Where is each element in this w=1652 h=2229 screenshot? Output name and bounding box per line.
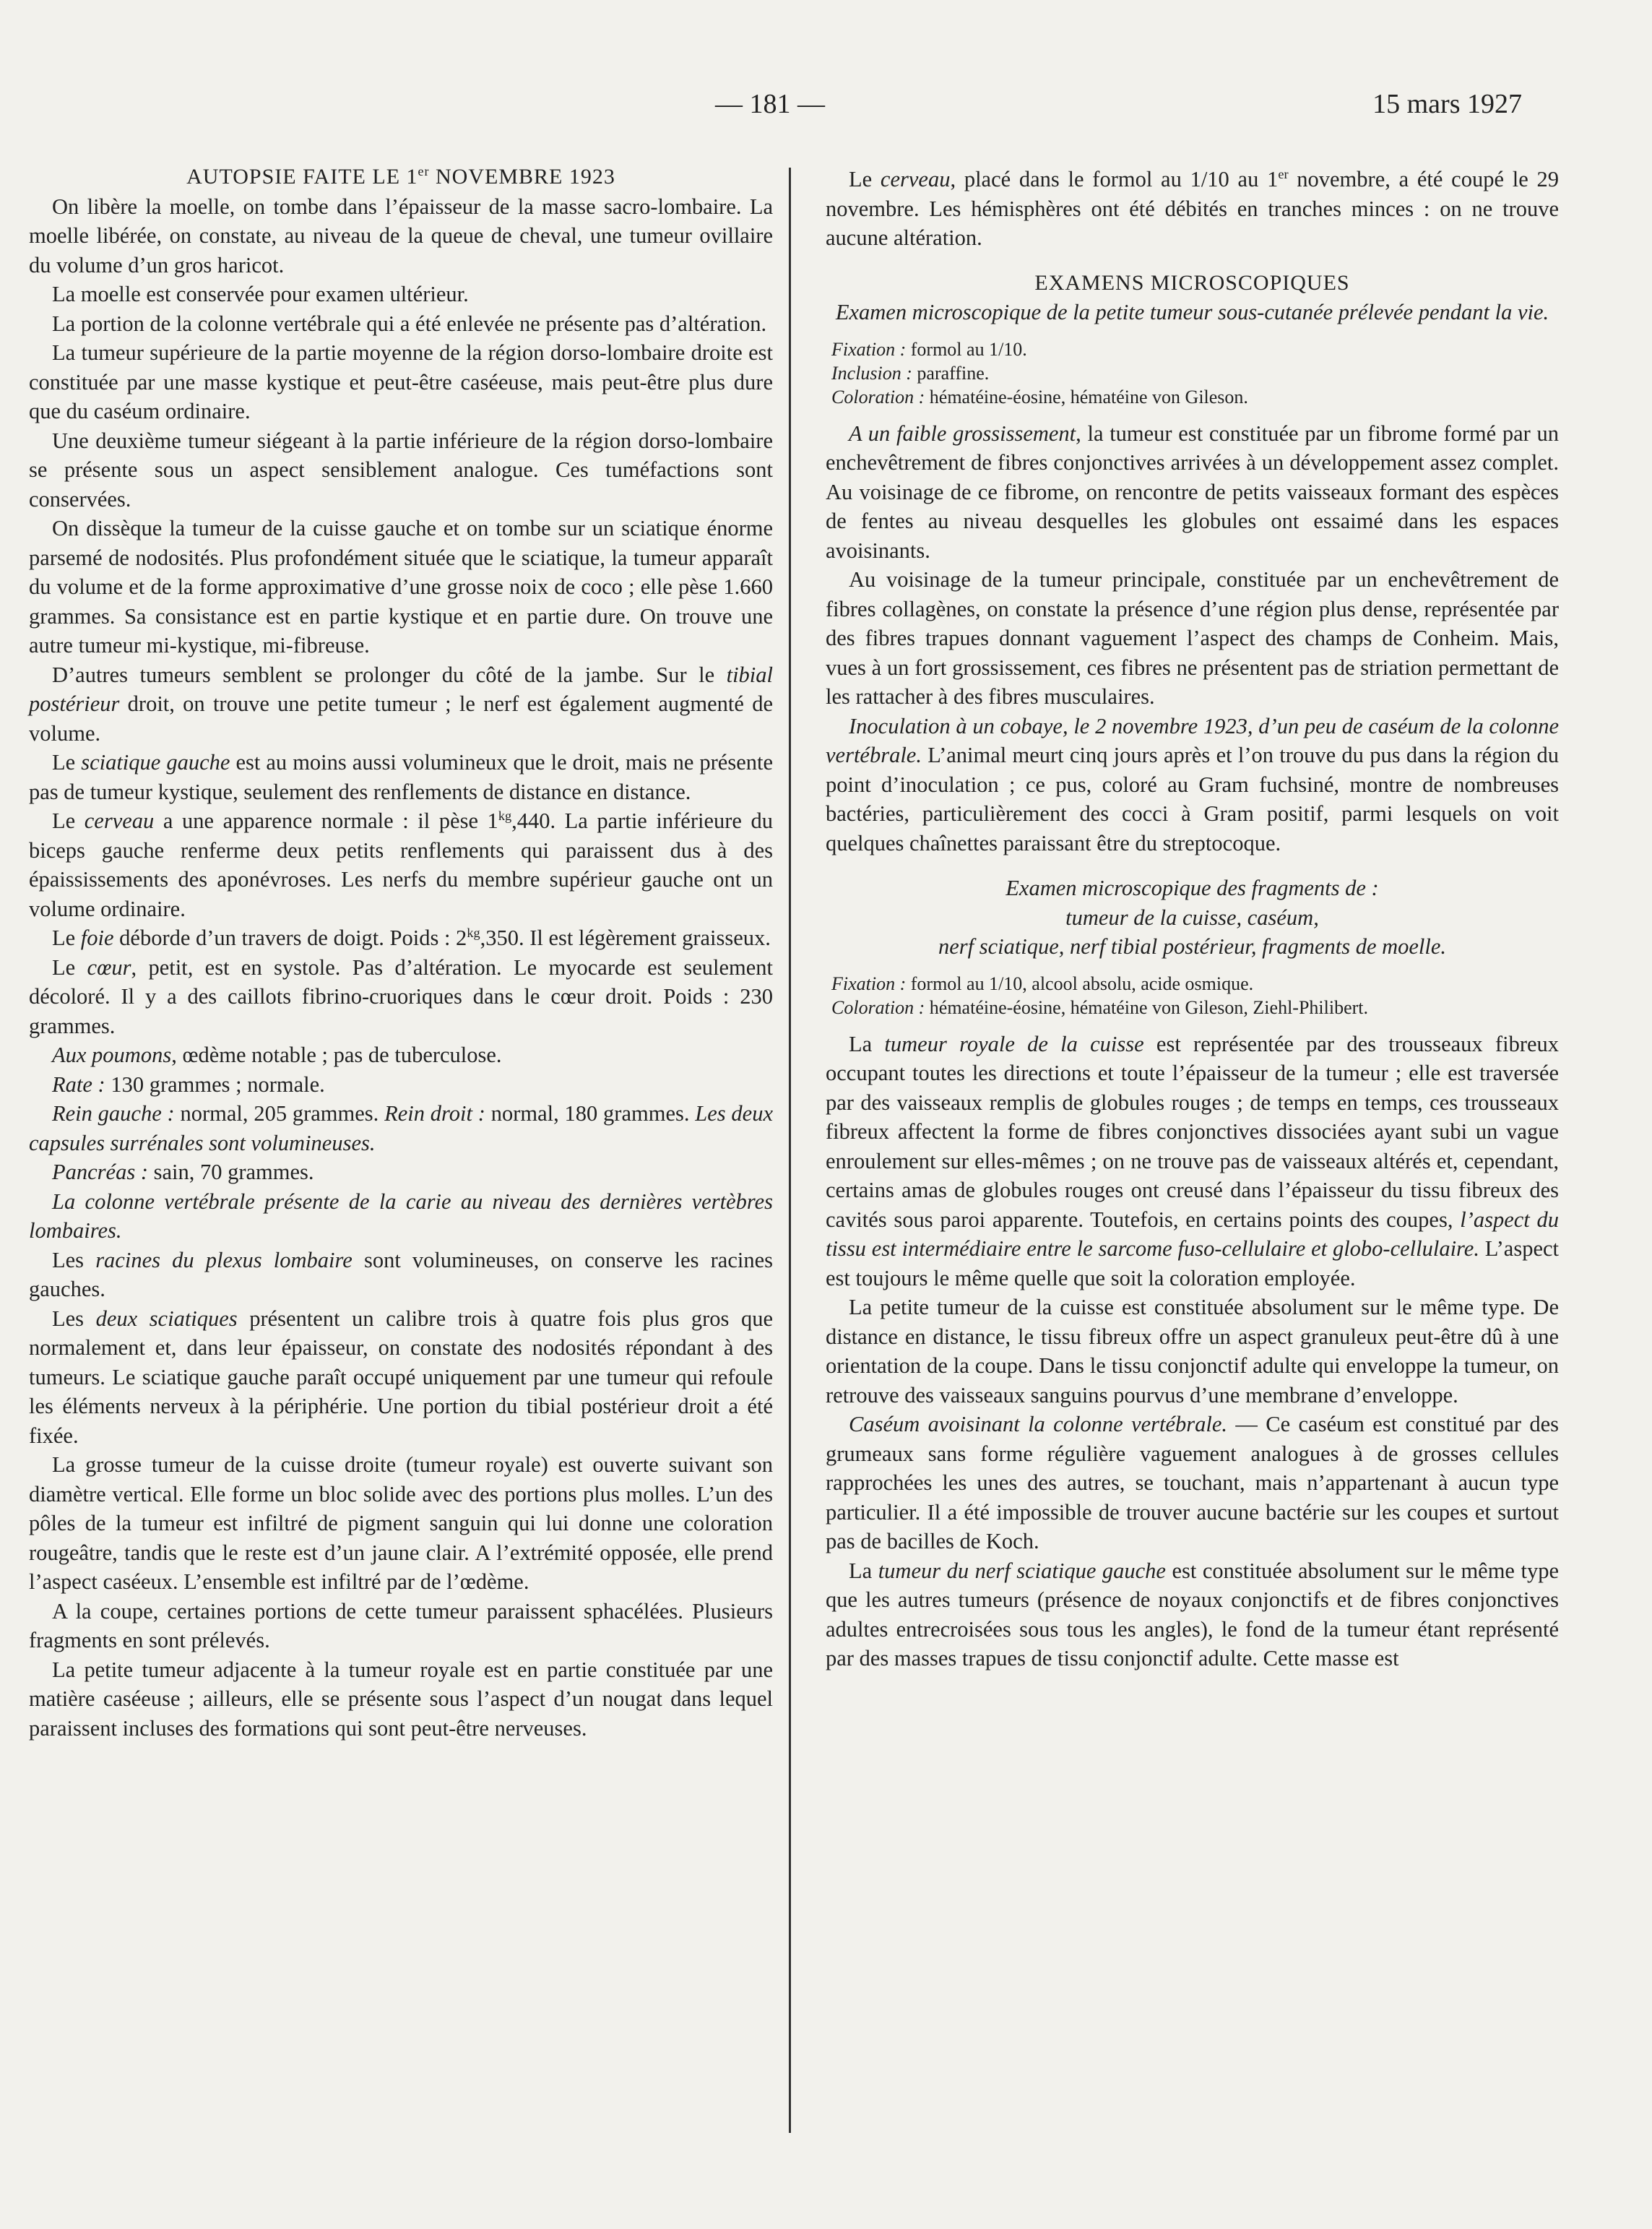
paragraph: La portion de la colonne vertébrale qui a été enlevée ne présente pas d’altération.	[52, 311, 767, 336]
paragraph: La grosse tumeur de la cuisse droite (tumeur royale) est ouverte suivant son diamètre vertical. Elle forme un bloc solide avec des portions plus molles. L’un des pôles de la tumeur est infiltré de pigment sanguin qui lui donne une coloration rougeâtre, tandis que le reste est d’un jaune clair. A l’extrémité opposée, elle prend l’aspect caséeux. L’ensemble est infiltré par de l’œdème.	[29, 1452, 773, 1594]
specimen-info: Fixation : formol au 1/10. Inclusion : paraffine. Coloration : hématéine-éosine, hématéine von Gileson.	[831, 338, 1248, 408]
paragraph: Le cerveau, placé dans le formol au 1/10 au 1er novembre, a été coupé le 29 novembre. Les hémisphères ont été débités en tranches minces : on ne trouve aucune altération.	[826, 166, 1559, 250]
paragraph: A un faible grossissement, la tumeur est constituée par un fibrome formé par un enchevêtrement de fibres conjonctives arrivées à un développement assez complet. Au voisinage de ce fibrome, on rencontre de petits vaisseaux formant des espèces de fentes au niveau desquelles les globules ont essaimé dans les espaces avoisinants.	[826, 421, 1559, 563]
paragraph: Rein gauche : normal, 205 grammes. Rein droit : normal, 180 grammes. Les deux capsules surrénales sont volumineuses.	[29, 1101, 774, 1155]
paragraph: La colonne vertébrale présente de la carie au niveau des dernières vertèbres lombaires.	[29, 1189, 773, 1243]
paragraph: Le cœur, petit, est en systole. Pas d’altération. Le myocarde est seulement décoloré. Il y a des caillots fibrino-cruoriques dans le cœur droit. Poids : 230 grammes.	[29, 954, 773, 1038]
paragraph: La moelle est conservée pour examen ultérieur.	[52, 282, 469, 306]
paragraph: Aux poumons, œdème notable ; pas de tuberculose.	[52, 1043, 502, 1067]
paragraph: Rate : 130 grammes ; normale.	[52, 1072, 325, 1097]
paragraph: La tumeur royale de la cuisse est représentée par des trousseaux fibreux occupant toutes les directions et toute l’épaisseur de la tumeur ; elle est traversée par des vaisseaux remplis de globules rouges ; de temps en temps, ces trousseaux fibreux affectent la forme de fibres conjonctives dissociées ayant subi un vague enroulement sur elles-mêmes ; on ne trouve pas de vaisseaux altérés et, cependant, certains amas de globules rouges ont creusé dans l’épaisseur du tissu fibreux des cavités sous paroi apparente. Toutefois, en certains points des coupes, l’aspect du tissu est intermédiaire entre le sarcome fuso-cellulaire et globo-cellulaire. L’aspect est toujours le même quelle que soit la coloration employée.	[826, 1031, 1560, 1290]
paragraph: La petite tumeur adjacente à la tumeur royale est en partie constituée par une matière caséeuse ; ailleurs, elle se présente sous l’aspect d’un nougat dans lequel paraissent incluses des formations qui sont peut-être nerveuses.	[29, 1657, 773, 1741]
paragraph: Pancréas : sain, 70 grammes.	[52, 1160, 314, 1184]
page-number: — 181 —	[715, 89, 825, 119]
paragraph: Le foie déborde d’un travers de doigt. Poids : $2^{kg},350$. Il est légèrement graisseux.	[52, 925, 771, 950]
right-column	[826, 165, 1559, 1673]
page-header	[0, 88, 1652, 132]
paragraph: Les deux sciatiques présentent un calibre trois à quatre fois plus gros que normalement et, dans leur épaisseur, on constate des nodosités répondant à des tumeurs. Le sciatique gauche paraît occupé uniquement par une tumeur qui refoule les éléments nerveux à la périphérie. Une portion du tibial postérieur droit a été fixée.	[29, 1306, 773, 1448]
paragraph: La tumeur du nerf sciatique gauche est constituée absolument sur le même type que les autres tumeurs (présence de noyaux conjonctifs et de fibres conjonctives adultes entrecroisées sous tous les angles), le fond de la tumeur étant représenté par des masses trapues de tissu conjonctif adulte. Cette masse est	[826, 1558, 1559, 1670]
paragraph: On libère la moelle, on tombe dans l’épaisseur de la masse sacro-lombaire. La moelle libérée, on constate, au niveau de la queue de cheval, une tumeur ovillaire du volume d’un gros haricot.	[29, 194, 773, 277]
paragraph: Au voisinage de la tumeur principale, constituée par un enchevêtrement de fibres collagènes, on constate la présence d’une région plus dense, représentée par des fibres trapues donnant vaguement l’aspect des champs de Conheim. Mais, vues à un fort grossissement, ces fibres ne présentent pas de striation permettant de les rattacher à des fibres musculaires.	[826, 567, 1559, 709]
subsection-heading: Examen microscopique des fragments de : tumeur de la cuisse, caséum, nerf sciatique, nerf tibial postérieur, fragments de moelle.	[938, 876, 1447, 959]
paragraph: Les racines du plexus lombaire sont volumineuses, on conserve les racines gauches.	[29, 1247, 773, 1301]
paragraph: Inoculation à un cobaye, le 2 novembre 1923, d’un peu de caséum de la colonne vertébrale. L’animal meurt cinq jours après et l’on trouve du pus dans la région du point d’inoculation ; ce pus, coloré au Gram fuchsiné, montre de nombreuses bactéries, particulièrement des cocci à Gram positif, parmi lesquels on voit quelques chaînettes paraissant être du streptocoque.	[826, 713, 1559, 855]
paragraph: La petite tumeur de la cuisse est constituée absolument sur le même type. De distance en distance, le tissu fibreux offre un aspect granuleux peut-être dû à une orientation de la coupe. Dans le tissu conjonctif adulte qui enveloppe la tumeur, on retrouve des vaisseaux sanguins pourvus d’une membrane d’enveloppe.	[826, 1295, 1559, 1407]
left-column	[29, 163, 773, 1743]
autopsy-heading: AUTOPSIE FAITE LE 1er NOVEMBRE 1923	[186, 164, 615, 189]
paragraph: La tumeur supérieure de la partie moyenne de la région dorso-lombaire droite est constituée par une masse kystique et peut-être caséeuse, mais peut-être plus dure que du caséum ordinaire.	[29, 340, 773, 423]
paragraph: Caséum avoisinant la colonne vertébrale. — Ce caséum est constitué par des grumeaux sans forme régulière vaguement analogues à de grosses cellules rapprochées les unes des autres, se touchant, mais n’appartenant à aucun type particulier. Il a été impossible de trouver aucune bactérie sur les coupes et surtout pas de bacilles de Koch.	[826, 1412, 1559, 1553]
paragraph: Le sciatique gauche est au moins aussi volumineux que le droit, mais ne présente pas de tumeur kystique, seulement des renflements de distance en distance.	[29, 750, 773, 804]
paragraph: Le cerveau a une apparence normale : il pèse $1^{kg},440$. La partie inférieure du biceps gauche renferme deux petits renflements qui paraissent dus à des épaississements des aponévroses. Les nerfs du membre supérieur gauche ont un volume ordinaire.	[29, 808, 773, 921]
paragraph: A la coupe, certaines portions de cette tumeur paraissent sphacélées. Plusieurs fragments en sont prélevés.	[29, 1598, 773, 1652]
section-heading: EXAMENS MICROSCOPIQUES	[1034, 270, 1350, 295]
specimen-info: Fixation : formol au 1/10, alcool absolu, acide osmique. Coloration : hématéine-éosine, hématéine von Gileson, Ziehl-Philibert.	[831, 973, 1369, 1018]
paragraph: D’autres tumeurs semblent se prolonger du côté de la jambe. Sur le tibial postérieur droit, on trouve une petite tumeur ; le nerf est également augmenté de volume.	[29, 662, 773, 746]
subsection-heading: Examen microscopique de la petite tumeur sous-cutanée prélevée pendant la vie.	[835, 300, 1549, 324]
paragraph: Une deuxième tumeur siégeant à la partie inférieure de la région dorso-lombaire se présente sous un aspect sensiblement analogue. Ces tuméfactions sont conservées.	[29, 428, 773, 512]
issue-date: 15 mars 1927	[1372, 89, 1522, 119]
column-divider	[789, 168, 791, 2133]
paragraph: On dissèque la tumeur de la cuisse gauche et on tombe sur un sciatique énorme parsemé de nodosités. Plus profondément située que le sciatique, la tumeur apparaît du volume et de la forme approximative d’une grosse noix de coco ; elle pèse 1.660 grammes. Sa consistance est en partie kystique et en partie dure. On trouve une autre tumeur mi-kystique, mi-fibreuse.	[29, 516, 773, 658]
